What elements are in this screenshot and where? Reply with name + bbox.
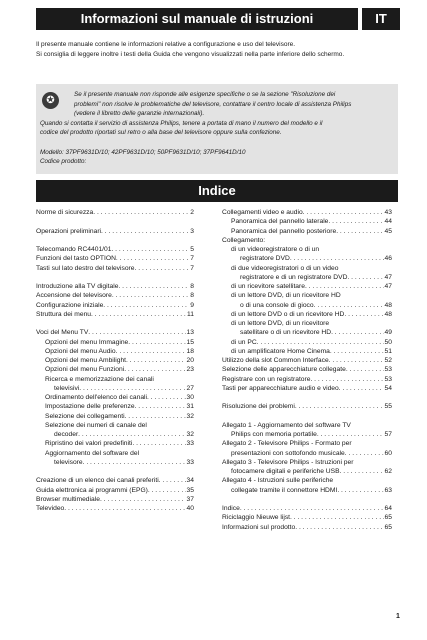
toc-leader-dots [100, 495, 186, 504]
toc-entry-title: Opzioni del menu Funzioni [45, 366, 125, 374]
intro-text [36, 40, 402, 60]
toc-entry-page: 9 [190, 301, 194, 309]
toc-entry [222, 208, 392, 217]
toc-entry-title: decoder [54, 431, 79, 438]
toc-leader-dots [112, 291, 189, 300]
toc-entry-title: Collegamenti video e audio [222, 209, 303, 216]
toc-leader-dots [328, 217, 383, 226]
toc-leader-dots [345, 449, 384, 458]
toc-entry-page: 50 [384, 338, 392, 346]
toc-entry-page: 43 [384, 209, 392, 216]
toc-entry [222, 421, 392, 430]
toc-entry [222, 384, 392, 393]
toc-leader-dots [135, 402, 186, 411]
toc-left-column [36, 208, 194, 513]
toc-entry-title: televisore [54, 458, 83, 466]
toc-entry [36, 495, 194, 504]
toc-entry [36, 430, 194, 439]
toc-entry-page: 57 [384, 431, 392, 438]
toc-leader-dots [83, 458, 186, 467]
toc-leader-dots [93, 208, 189, 217]
toc-entry-page: 45 [384, 227, 392, 235]
toc-leader-dots [295, 523, 383, 532]
toc-leader-dots [305, 282, 384, 291]
toc-entry [36, 356, 194, 365]
toc-leader-dots [101, 227, 189, 236]
note-line: problemi" non risolve le problematiche del televisore, contattare il centro locale di assistenza Philips [74, 100, 352, 108]
toc-leader-dots [128, 338, 185, 347]
toc-entry [36, 245, 194, 254]
toc-entry-title: televisivi [54, 384, 80, 392]
toc-entry-title: Funzioni del tasto OPTION [36, 255, 116, 263]
toc-entry-title: di un lettore DVD, di un ricevitore HD [231, 292, 341, 300]
toc-leader-dots [126, 356, 186, 365]
toc-entry-page: 54 [384, 384, 392, 392]
toc-entry-title: Selezione dei numeri di canale del [45, 421, 147, 429]
toc-entry-page: 60 [384, 449, 392, 457]
toc-entry-page: 49 [384, 329, 392, 337]
note-line [40, 138, 390, 148]
toc-entry-page: 47 [384, 273, 392, 281]
toc-entry-page: 7 [190, 255, 194, 263]
intro-line: Il presente manuale contiene le informazioni relative a configurazione e uso del televisore. [36, 41, 296, 48]
toc-entry-page: 3 [190, 227, 194, 235]
toc-entry-page: 11 [187, 310, 194, 318]
toc-entry-title: Panoramica del pannello laterale [231, 218, 329, 226]
toc-entry [222, 449, 392, 458]
toc-entry [36, 402, 194, 411]
toc-entry-page: 30 [186, 394, 194, 401]
toc-entry [36, 310, 194, 319]
toc-entry-title: Opzioni del menu Audio [45, 347, 116, 355]
toc-entry-page: 52 [384, 357, 392, 364]
toc-entry [222, 282, 392, 291]
toc-entry [36, 384, 194, 393]
toc-entry-title: Tasti sul lato destro del televisore [36, 264, 135, 272]
toc-entry [222, 375, 392, 384]
note-line: Quando si contatta il servizio di assistenza Philips, tenere a portata di mano il numero del modello e il [40, 119, 323, 127]
index-title: Indice [36, 180, 398, 202]
toc-entry [36, 208, 194, 217]
toc-entry-title: Creazione di un elenco dei canali preferiti [36, 477, 159, 485]
toc-entry-title: Ricerca e memorizzazione dei canali [45, 375, 154, 383]
toc-entry [36, 393, 194, 402]
toc-gap [36, 273, 194, 282]
intro-line: Si consiglia di leggere inoltre i testi della Guida che vengono visualizzati nella parte inferiore dello schermo. [36, 51, 345, 58]
toc-entry-page: 53 [384, 366, 392, 374]
toc-entry [222, 254, 392, 263]
toc-entry-title: Selezione dei collegamenti [45, 412, 125, 420]
toc-entry-page: 7 [190, 264, 194, 272]
toc-entry [36, 449, 194, 458]
toc-entry [36, 486, 194, 495]
toc-entry-page: 35 [186, 486, 194, 494]
toc-entry-page: 20 [186, 357, 194, 364]
note-line: Se il presente manuale non risponde alle esigenze specifiche o se la sezione "Risoluzione dei [74, 91, 336, 98]
toc-entry [36, 347, 194, 356]
toc-entry-page: 48 [384, 310, 392, 318]
toc-entry-page: 53 [384, 375, 392, 383]
toc-entry-page: 23 [186, 366, 194, 374]
toc-entry [36, 458, 194, 467]
toc-entry-title: Norme di sicurezza [36, 209, 94, 216]
toc-entry-title: Allegato 2 - Televisore Philips - Formato per [222, 440, 352, 448]
toc-entry [36, 328, 194, 337]
toc-leader-dots [118, 282, 189, 291]
toc-entry-title: Voci del Menu TV [36, 329, 89, 337]
toc-entry-page: 32 [186, 431, 194, 438]
toc-entry [36, 301, 194, 310]
toc-leader-dots [240, 504, 384, 513]
toc-entry [222, 227, 392, 236]
toc-entry-title: Configurazione iniziale [36, 301, 104, 309]
toc-entry [222, 301, 392, 310]
toc-entry [222, 439, 392, 448]
support-note-box [36, 84, 398, 174]
toc-entry-title: registratore e di un registratore DVD [240, 273, 348, 281]
toc-entry-title: Tasti per apparecchiature audio e video [222, 384, 339, 392]
toc-entry-title: Utilizzo della slot Common Interface [222, 357, 329, 364]
toc-entry-title: Aggiornamento del software del [45, 449, 140, 457]
toc-entry [222, 486, 392, 495]
toc-entry-title: Registrare con un registratore [222, 375, 311, 383]
toc-entry-title: di un amplificatore Home Cinema [231, 347, 330, 355]
toc-entry [222, 310, 392, 319]
toc-entry [222, 264, 392, 273]
toc-entry [36, 282, 194, 291]
toc-entry-page: 13 [186, 329, 194, 337]
toc-entry-page: 18 [186, 347, 194, 355]
toc-entry-title: Telecomando RC4401/01 [36, 246, 112, 253]
toc-leader-dots [330, 347, 384, 356]
toc-leader-dots [132, 439, 185, 448]
page-title: Informazioni sul manuale di istruzioni [36, 8, 358, 30]
toc-entry-title: satellitare o di un ricevitore HD [240, 329, 332, 337]
toc-leader-dots [116, 254, 189, 263]
toc-leader-dots [310, 375, 383, 384]
toc-entry-title: Ripristino dei valori predefiniti [45, 440, 133, 448]
toc-entry [222, 476, 392, 485]
toc-entry-title: Accensione del televisore [36, 292, 112, 300]
toc-leader-dots [111, 245, 189, 254]
language-tag: IT [362, 8, 400, 30]
toc-entry-title: presentazioni con sottofondo musicale [231, 449, 345, 457]
toc-entry-title: Allegato 1 - Aggiornamento del software TV [222, 421, 351, 429]
toc-entry [36, 504, 194, 513]
toc-entry-title: Opzioni del menu Ambilight [45, 357, 127, 364]
toc-entry-page: 15 [186, 338, 194, 346]
toc-leader-dots [346, 365, 384, 374]
toc-entry-page: 46 [384, 255, 392, 263]
toc-leader-dots [314, 301, 384, 310]
toc-entry-page: 33 [186, 440, 194, 448]
toc-entry-page: 2 [190, 209, 194, 216]
toc-leader-dots [147, 393, 186, 402]
toc-entry-page: 47 [384, 283, 392, 290]
toc-entry-page: 65 [384, 514, 392, 522]
toc-entry-title: di un videoregistratore o di un [231, 246, 320, 253]
toc-leader-dots [336, 227, 383, 236]
toc-entry-title: registratore DVD [240, 255, 290, 263]
toc-leader-dots [88, 328, 185, 337]
toc-leader-dots [135, 264, 190, 273]
toc-entry [222, 513, 392, 522]
toc-entry-title: Selezione delle apparecchiature collegate [222, 366, 346, 374]
page-number: 1 [396, 613, 400, 620]
toc-entry-title: di due videoregistratori o di un video [231, 264, 339, 272]
toc-entry-page: 63 [384, 486, 392, 494]
toc-entry [222, 328, 392, 337]
toc-entry [36, 365, 194, 374]
toc-entry [222, 338, 392, 347]
toc-entry [36, 227, 194, 236]
toc-entry [222, 430, 392, 439]
toc-entry-page: 62 [384, 468, 392, 475]
toc-entry-page: 40 [186, 505, 194, 512]
toc-gap [36, 319, 194, 328]
toc-leader-dots [339, 384, 384, 393]
philips-shield-icon: ✪ [42, 92, 59, 109]
toc-gap [222, 393, 392, 402]
toc-entry-page: 8 [190, 292, 194, 300]
toc-leader-dots [64, 504, 185, 513]
toc-leader-dots [79, 384, 185, 393]
toc-entry-title: fotocamere digitali e periferiche USB [231, 468, 340, 475]
toc-entry [222, 273, 392, 282]
toc-entry [222, 458, 392, 467]
toc-entry-title: Guida elettronica ai programmi (EPG) [36, 486, 148, 494]
toc-entry-title: Struttura dei menu [36, 310, 92, 318]
toc-entry-title: di un lettore DVD, di un ricevitore [231, 320, 330, 327]
toc-leader-dots [290, 513, 384, 522]
toc-entry-page: 44 [384, 218, 392, 226]
toc-entry [36, 375, 194, 384]
toc-leader-dots [103, 301, 189, 310]
toc-gap [36, 217, 194, 226]
toc-entry [222, 365, 392, 374]
toc-entry-title: Introduzione alla TV digitale [36, 283, 119, 290]
note-line: codice del prodotto riportati sul retro o alla base del televisore oppure sulla confezione. [40, 129, 282, 137]
toc-leader-dots [329, 356, 384, 365]
toc-leader-dots [290, 254, 384, 263]
toc-leader-dots [125, 412, 186, 421]
toc-leader-dots [78, 430, 185, 439]
toc-entry-page: 51 [384, 347, 392, 355]
toc-gap [36, 467, 194, 476]
toc-entry-page: 32 [186, 412, 194, 420]
note-line: (vedere il libretto delle garanzie internazionali). [74, 110, 205, 118]
toc-entry-title: collegate tramite il connettore HDMI [231, 486, 338, 494]
toc-entry [222, 402, 392, 411]
toc-entry [222, 245, 392, 254]
toc-entry-title: Riciclaggio Nieuwe lijst [222, 514, 291, 522]
toc-entry-title: di un ricevitore satellitare [231, 283, 305, 290]
toc-leader-dots [91, 310, 186, 319]
toc-entry-page: 31 [186, 403, 194, 411]
toc-leader-dots [317, 430, 384, 439]
toc-gap [222, 412, 392, 421]
toc-entry-page: 48 [384, 301, 392, 309]
toc-entry-title: Operazioni preliminari [36, 227, 102, 235]
toc-entry-title: Browser multimediale [36, 495, 100, 503]
toc-entry-page: 64 [384, 505, 392, 512]
toc-entry-title: Panoramica del pannello posteriore [231, 227, 337, 235]
toc-entry [222, 523, 392, 532]
toc-entry-page: 8 [190, 283, 194, 290]
toc-leader-dots [257, 338, 384, 347]
toc-entry-page: 33 [186, 458, 194, 466]
support-note-text [40, 90, 390, 167]
toc-entry-title: Risoluzione dei problemi [222, 403, 295, 411]
toc-entry-page: 5 [190, 246, 194, 253]
toc-entry-title: Ordinamento dell'elenco dei canali [45, 394, 148, 401]
toc-leader-dots [337, 486, 383, 495]
toc-entry [222, 291, 392, 300]
model-line: Modello: 37PF9631D/10; 42PF9631D/10; 50PF9631D/10; 37PF9641D/10 [40, 148, 246, 156]
toc-leader-dots [295, 402, 384, 411]
toc-entry [222, 236, 392, 245]
toc-entry [222, 467, 392, 476]
toc-leader-dots [344, 310, 383, 319]
toc-entry [222, 504, 392, 513]
toc-entry [36, 254, 194, 263]
toc-entry-title: Collegamento: [222, 236, 266, 244]
toc-entry-title: Philips con memoria portatile [231, 431, 317, 438]
toc-leader-dots [116, 347, 186, 356]
toc-entry-page: 27 [186, 384, 194, 392]
toc-entry-title: Indice [222, 505, 240, 512]
toc-entry-title: Informazioni sul prodotto [222, 523, 296, 531]
toc-entry [222, 347, 392, 356]
product-code-line: Codice prodotto: [40, 158, 87, 166]
toc-entry-page: 55 [384, 403, 392, 411]
toc-entry-title: Impostazione delle preferenze [45, 403, 135, 411]
toc-leader-dots [331, 328, 383, 337]
toc-gap [36, 236, 194, 245]
toc-right-column [222, 208, 392, 532]
toc-entry-page: 37 [186, 495, 194, 503]
toc-entry-title: Allegato 3 - Televisore Philips - Istruzioni per [222, 458, 354, 466]
toc-entry-page: 34 [186, 477, 194, 485]
toc-entry [222, 217, 392, 226]
toc-entry [36, 412, 194, 421]
toc-entry [36, 264, 194, 273]
toc-leader-dots [340, 467, 384, 476]
toc-entry-page: 65 [384, 523, 392, 531]
toc-entry-title: o di una console di gioco [240, 301, 314, 309]
toc-entry-title: di un PC [231, 338, 257, 346]
toc-entry [222, 356, 392, 365]
toc-entry [222, 319, 392, 328]
toc-leader-dots [124, 365, 185, 374]
toc-entry [36, 421, 194, 430]
toc-entry-title: Opzioni del menu Immagine [45, 338, 129, 346]
toc-leader-dots [347, 273, 383, 282]
toc-entry [36, 476, 194, 485]
toc-leader-dots [148, 486, 186, 495]
toc-entry-title: di un lettore DVD o di un ricevitore HD [231, 310, 345, 318]
toc-leader-dots [159, 476, 186, 485]
toc-entry-title: Allegato 4 - Istruzioni sulle periferiche [222, 477, 334, 485]
toc-entry [36, 291, 194, 300]
toc-entry [36, 338, 194, 347]
toc-entry [36, 439, 194, 448]
toc-gap [222, 495, 392, 504]
toc-entry-title: Televideo [36, 505, 65, 512]
toc-leader-dots [303, 208, 384, 217]
